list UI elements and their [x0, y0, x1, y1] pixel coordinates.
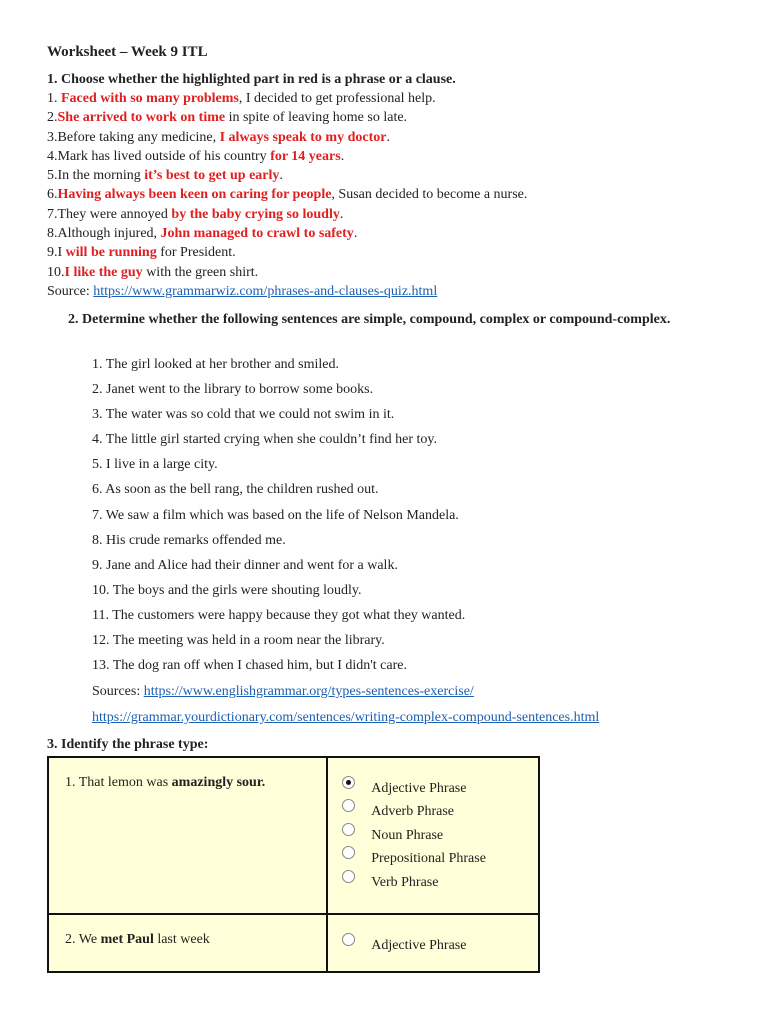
sentence-item: 13. The dog ran off when I chased him, but I didn't care.	[92, 658, 407, 674]
highlighted-part: for 14 years	[270, 148, 341, 164]
option-label: Adverb Phrase	[371, 804, 455, 820]
section-2-sources	[92, 682, 474, 701]
highlighted-part: I always speak to my doctor	[219, 129, 387, 145]
section-2-heading: 2. Determine whether the following sentences are simple, compound, complex or compound-complex.	[68, 312, 671, 327]
section-1-item: 6.Having always been keen on caring for people, Susan decided to become a nurse.	[47, 187, 528, 203]
sentence-item: 4. The little girl started crying when she couldn’t find her toy.	[92, 432, 437, 448]
source-label: Source:	[47, 283, 94, 299]
option-noun-phrase[interactable]	[342, 822, 538, 845]
radio-button[interactable]	[342, 823, 355, 836]
sentence-item: 8. His crude remarks offended me.	[92, 532, 286, 548]
highlighted-part: John managed to crawl to safety	[160, 226, 354, 242]
section-1-item: 4.Mark has lived outside of his country for 14 years.	[47, 148, 345, 164]
sentence-item: 2. Janet went to the library to borrow some books.	[92, 382, 374, 398]
highlighted-part: I like the guy	[64, 264, 143, 280]
sentence-item: 6. As soon as the bell rang, the children rushed out.	[92, 482, 379, 498]
question-cell	[48, 757, 327, 914]
section-2-sources-line-2	[92, 708, 599, 727]
highlighted-part: Faced with so many problems	[61, 91, 239, 106]
section-2-items	[92, 355, 732, 681]
source-link-2[interactable]: https://grammar.yourdictionary.com/sentences/writing-complex-compound-sentences.html	[92, 710, 600, 725]
radio-button[interactable]	[342, 870, 355, 883]
question-1-options	[328, 758, 538, 892]
source-link-1[interactable]: https://www.englishgrammar.org/types-sentences-exercise/	[143, 684, 474, 699]
section-3-heading: 3. Identify the phrase type:	[47, 737, 209, 752]
page-title: Worksheet – Week 9 ITL	[47, 44, 208, 60]
sentence-item: 3. The water was so cold that we could not swim in it.	[92, 407, 395, 423]
option-adjective-phrase[interactable]	[342, 932, 538, 955]
highlighted-part: will be running	[65, 245, 157, 261]
sentence-item: 12. The meeting was held in a room near the library.	[92, 633, 385, 649]
sentence-item: 9. Jane and Alice had their dinner and went for a walk.	[92, 557, 398, 573]
highlighted-part: Having always been keen on caring for people	[57, 187, 332, 203]
section-1-items	[47, 89, 747, 282]
section-1-item: 5.In the morning it’s best to get up early.	[47, 168, 283, 184]
option-adjective-phrase[interactable]	[342, 775, 538, 798]
option-adverb-phrase[interactable]	[342, 798, 538, 821]
section-1	[47, 70, 747, 301]
section-1-item: 9.I will be running for President.	[47, 245, 236, 261]
phrase-type-quiz	[47, 756, 540, 973]
quiz-row	[48, 757, 539, 914]
highlighted-part: it’s best to get up early	[144, 168, 280, 184]
sentence-item: 7. We saw a film which was based on the life of Nelson Mandela.	[92, 507, 459, 523]
option-label: Adjective Phrase	[371, 781, 467, 796]
section-1-source	[47, 282, 747, 301]
section-1-item: 1. Faced with so many problems, I decided to get professional help.	[47, 91, 436, 106]
section-1-item: 7.They were annoyed by the baby crying so loudly.	[47, 206, 344, 222]
section-1-heading: 1. Choose whether the highlighted part in red is a phrase or a clause.	[47, 72, 456, 87]
highlighted-part: by the baby crying so loudly	[171, 206, 340, 222]
options-cell	[327, 914, 539, 972]
option-label: Noun Phrase	[371, 827, 444, 843]
option-prepositional-phrase[interactable]	[342, 845, 538, 868]
option-verb-phrase[interactable]	[342, 869, 538, 892]
source-link[interactable]: https://www.grammarwiz.com/phrases-and-clauses-quiz.html	[93, 283, 438, 299]
option-label: Adjective Phrase	[371, 938, 467, 953]
option-label: Prepositional Phrase	[371, 851, 486, 867]
radio-button[interactable]	[342, 933, 355, 946]
question-1-highlight: amazingly sour.	[171, 775, 266, 790]
sentence-item: 10. The boys and the girls were shouting loudly.	[92, 582, 362, 598]
question-2-highlight: met Paul	[100, 932, 154, 947]
quiz-row	[48, 914, 539, 972]
sources-label: Sources:	[92, 684, 144, 699]
option-label: Verb Phrase	[371, 874, 439, 890]
question-1-text: 1. That lemon was amazingly sour.	[65, 775, 266, 790]
sentence-item: 1. The girl looked at her brother and smiled.	[92, 357, 340, 372]
highlighted-part: She arrived to work on time	[57, 110, 226, 126]
section-1-item: 3.Before taking any medicine, I always speak to my doctor.	[47, 129, 390, 145]
radio-button[interactable]	[342, 799, 355, 812]
sentence-item: 11. The customers were happy because they got what they wanted.	[92, 607, 466, 623]
question-cell	[48, 914, 327, 972]
radio-button[interactable]	[342, 776, 355, 789]
radio-button[interactable]	[342, 846, 355, 859]
options-cell	[327, 757, 539, 914]
question-2-text: 2. We met Paul last week	[65, 932, 210, 947]
section-1-item: 2.She arrived to work on time in spite of leaving home so late.	[47, 110, 408, 126]
section-1-item: 8.Although injured, John managed to crawl to safety.	[47, 226, 358, 242]
sentence-item: 5. I live in a large city.	[92, 457, 218, 473]
section-1-item: 10.I like the guy with the green shirt.	[47, 264, 259, 280]
question-2-options	[328, 915, 538, 955]
